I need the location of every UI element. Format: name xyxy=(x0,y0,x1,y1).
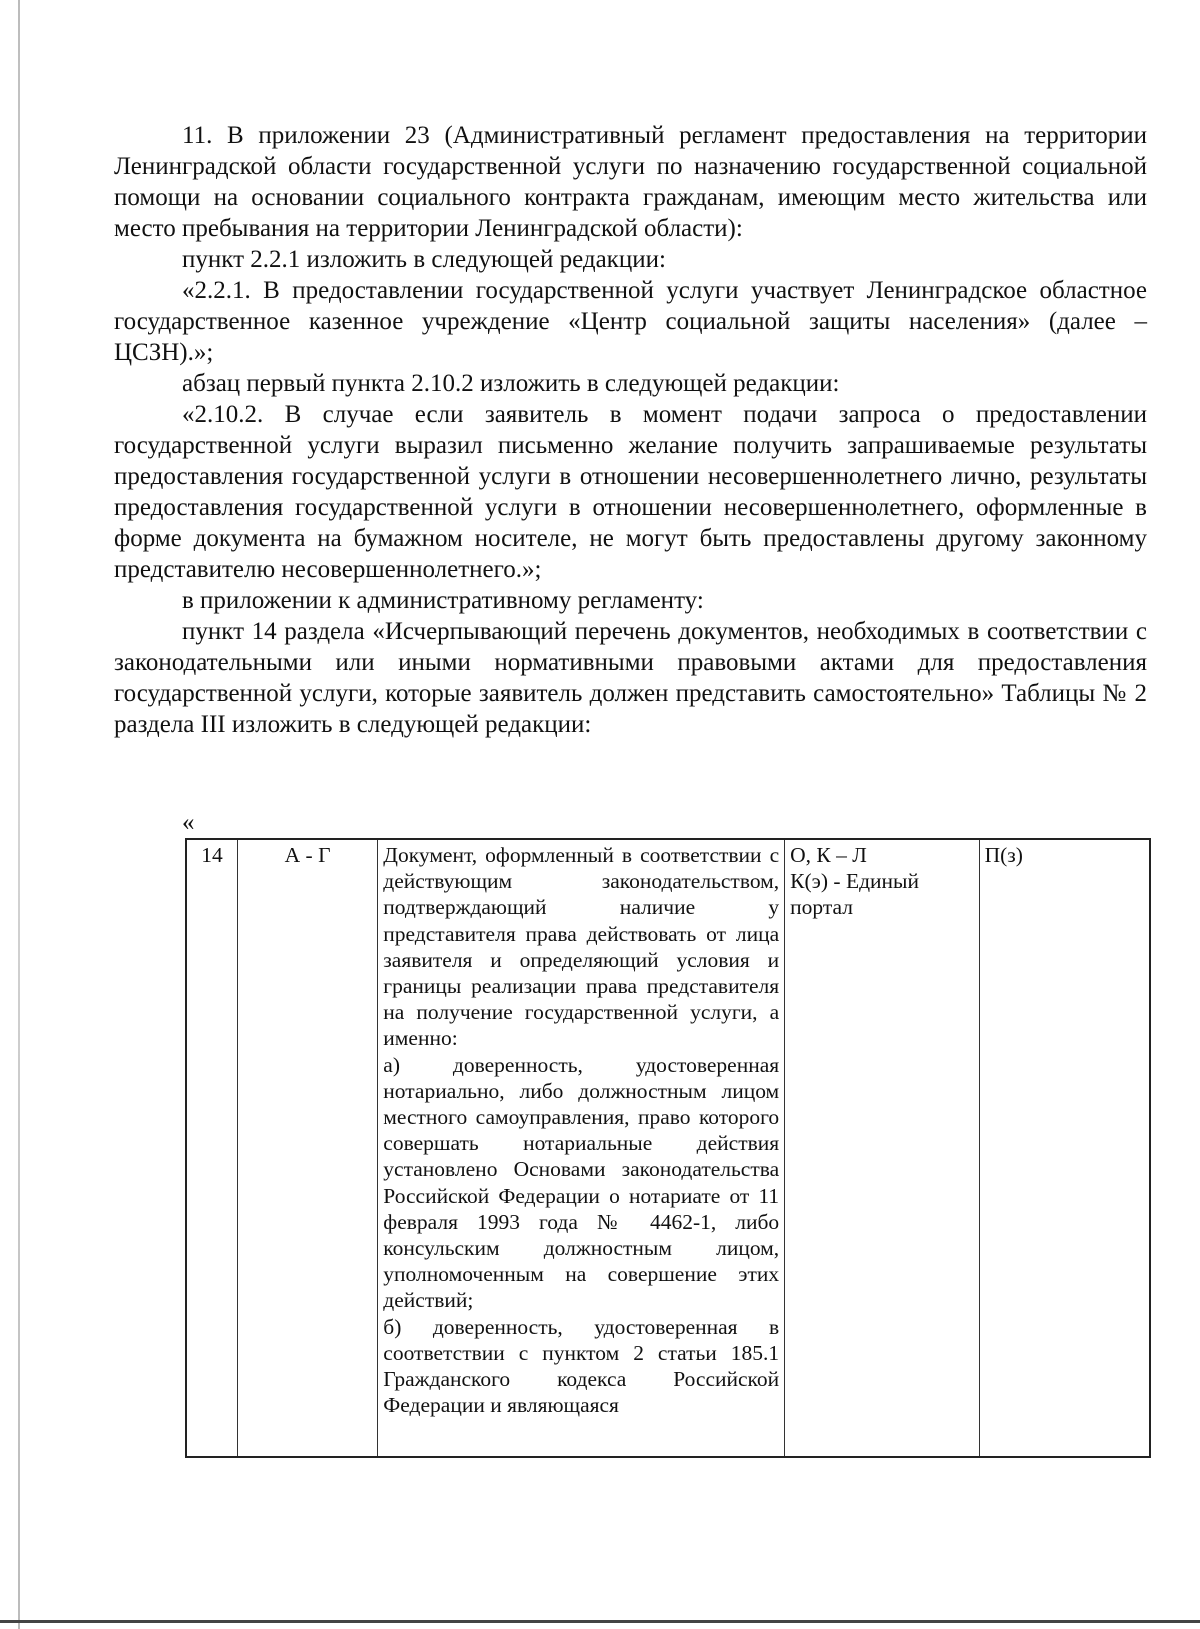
table-row xyxy=(186,839,1150,1457)
cell-number: 14 xyxy=(186,839,237,1457)
documents-table xyxy=(185,838,1151,1458)
submission-form-line-2: К(э) - Единый портал xyxy=(790,869,919,920)
paragraph-clause-2-10-2-intro: абзац первый пункта 2.10.2 изложить в следующей редакции: xyxy=(182,370,840,397)
cell-rule: П(з) xyxy=(979,839,1150,1457)
description-item-a: а) доверенность, удостоверенная нотариально, либо должностным лицом местного самоуправления, право которого совершать нотариальные действия установлено Основами законодательства Российской Федерации о нотариате от 11 февраля 1993 года № 4462-1, либо консульским должностным лицом, уполномоченным на совершение этих действий; xyxy=(383,1052,780,1313)
paragraph-appendix-intro: в приложении к административному регламенту: xyxy=(182,587,704,614)
document-body xyxy=(114,120,1147,740)
paragraph-clause-2-2-1-text: «2.2.1. В предоставлении государственной услуги участвует Ленинградское областное государственное казенное учреждение «Центр социальной защиты населения» (далее – ЦСЗН).»; xyxy=(114,277,1147,366)
submission-form-line-1: О, К – Л xyxy=(790,843,867,867)
opening-quote: « xyxy=(182,809,195,836)
description-intro: Документ, оформленный в соответствии с действующим законодательством, подтверждающий наличие у представителя права действовать от лица заявителя и определяющий условия и границы реализации права представителя на получение государственной услуги, а именно: xyxy=(383,843,780,1051)
paragraph-clause-2-10-2-text: «2.10.2. В случае если заявитель в момент подачи запроса о предоставлении государственной услуги выразил письменно желание получить запрашиваемые результаты предоставления государственной услуги в отношении несовершеннолетнего лично, результаты предоставления государственной услуги в отношении несовершеннолетнего, оформленные в форме документа на бумажном носителе, не могут быть предоставлены другому законному представителю несовершеннолетнего.»; xyxy=(114,401,1147,583)
scan-bottom-edge xyxy=(0,1620,1200,1623)
paragraph-item-11: 11. В приложении 23 (Административный регламент предоставления на территории Ленинградской области государственной услуги по назначению государственной социальной помощи на основании социального контракта гражданам, имеющим место жительства или место пребывания на территории Ленинградской области): xyxy=(114,122,1147,242)
cell-description xyxy=(378,839,785,1457)
paragraph-point-14-intro: пункт 14 раздела «Исчерпывающий перечень документов, необходимых в соответствии с законодательными или иными нормативными правовыми актами для предоставления государственной услуги, которые заявитель должен представить самостоятельно» Таблицы № 2 раздела III изложить в следующей редакции: xyxy=(114,618,1147,738)
cell-submission-form xyxy=(785,839,979,1457)
cell-category: А - Г xyxy=(237,839,377,1457)
description-item-b: б) доверенность, удостоверенная в соответствии с пунктом 2 статьи 185.1 Гражданского кодекса Российской Федерации и являющаяся xyxy=(383,1314,780,1418)
paragraph-clause-2-2-1-intro: пункт 2.2.1 изложить в следующей редакции: xyxy=(182,246,666,273)
scan-left-edge xyxy=(18,0,20,1629)
